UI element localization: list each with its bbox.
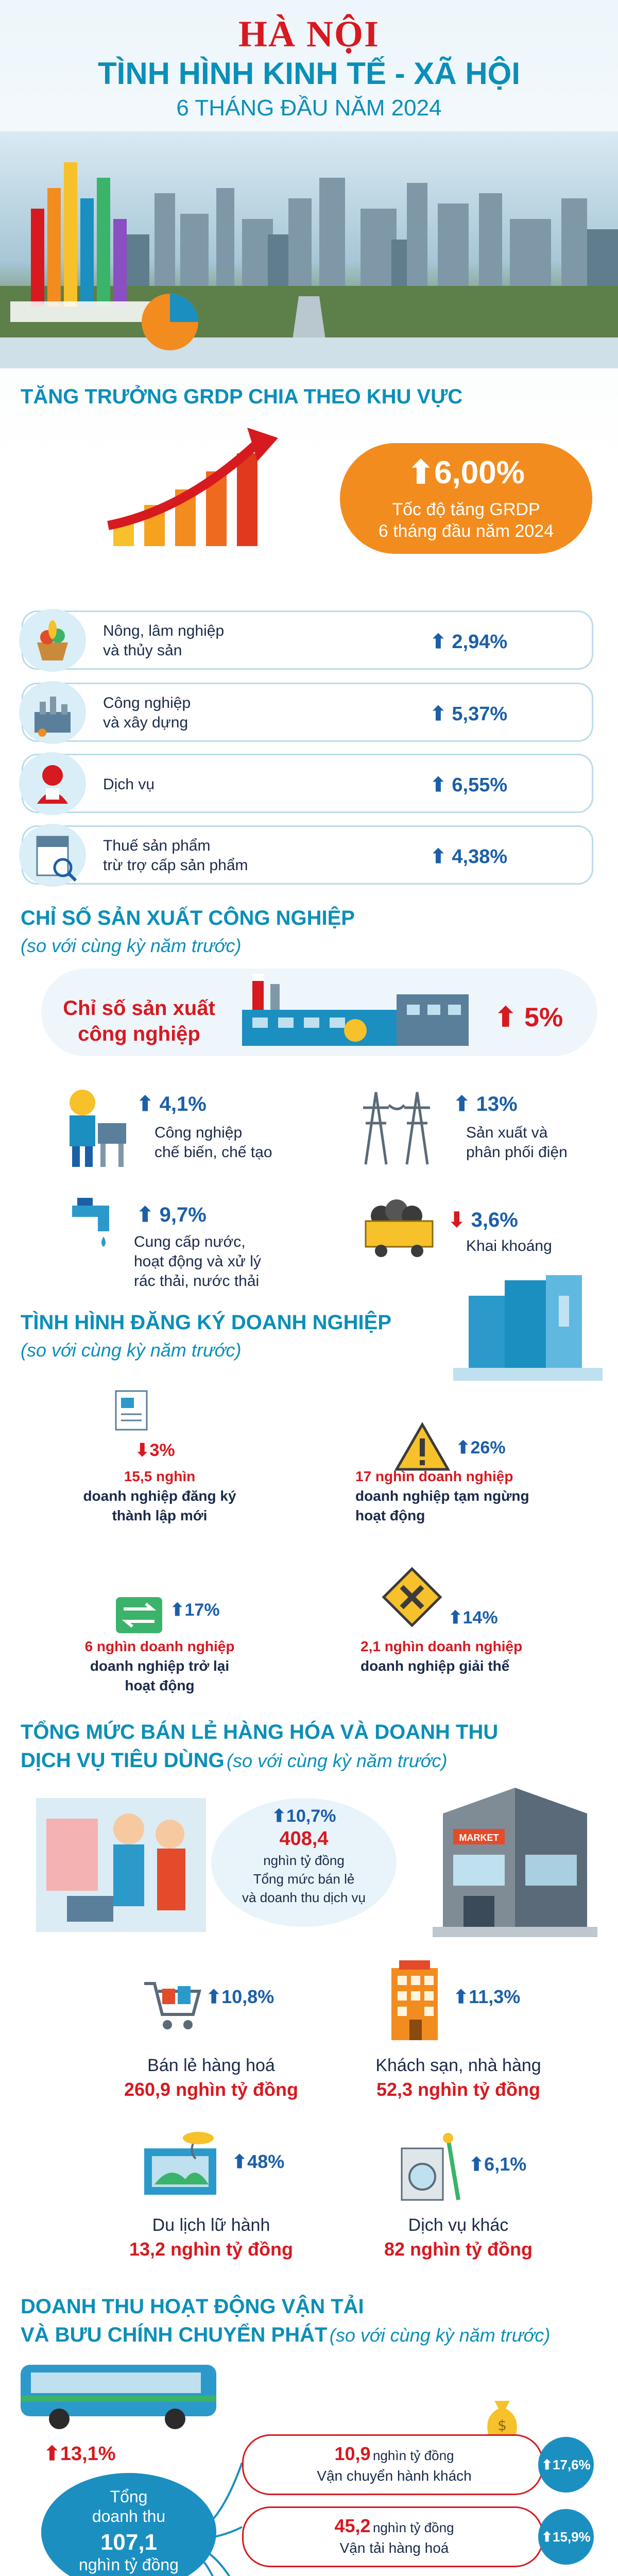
grdp-total-label-1: Tốc độ tăng GRDP: [392, 500, 540, 519]
retail-heading-1: TỔNG MỨC BÁN LẺ HÀNG HÓA VÀ DOANH THU: [21, 1721, 499, 1743]
business-heading: TÌNH HÌNH ĐĂNG KÝ DOANH NGHIỆP: [21, 1311, 392, 1334]
arrow-up-icon: ⬆: [430, 631, 452, 653]
factory-icon: [232, 963, 500, 1056]
transport-total-value: 107,1: [100, 2530, 158, 2555]
dissolved-sign-icon: [381, 1566, 443, 1628]
industry-main-label-1: Chỉ số sản xuất: [63, 997, 215, 1020]
industry-item-label-1: Cung cấp nước,: [134, 1233, 246, 1250]
arrow-up-icon: ⬆: [206, 1986, 222, 2007]
mining-cart-icon: [355, 1195, 443, 1262]
registration-document-icon: [111, 1388, 157, 1435]
industry-item-label-3: rác thải, nước thải: [134, 1273, 260, 1290]
transport-total-label-1: Tổng: [110, 2487, 148, 2506]
transport-row-value: 45,2: [334, 2515, 371, 2536]
business-item-line-2: doanh nghiệp giải thể: [360, 1658, 510, 1674]
business-item-line-2: doanh nghiệp tạm ngừng: [355, 1488, 529, 1504]
travel-icon: [134, 2128, 227, 2200]
retail-item-pct: 48%: [247, 2151, 285, 2172]
city-buildings-icon: [453, 1265, 603, 1383]
grdp-row-label-1: Nông, lâm nghiệp: [103, 622, 225, 639]
transport-row-unit: nghìn tỷ đồng: [372, 2448, 454, 2463]
grdp-row: [22, 611, 593, 670]
transport-row: [242, 2434, 543, 2495]
arrow-up-icon: ⬆: [453, 1093, 476, 1115]
arrow-up-icon: ⬆: [136, 1204, 160, 1226]
grdp-row-value: 6,55%: [452, 774, 508, 796]
growth-bars-icon: [103, 422, 299, 551]
arrow-up-icon: ⬆: [170, 1600, 185, 1620]
shopping-cart-icon: [139, 1973, 206, 2035]
transport-heading-2: VÀ BƯU CHÍNH CHUYỂN PHÁT: [21, 2324, 328, 2346]
grdp-total-value: 6,00%: [434, 455, 525, 490]
industry-item-label-1: Công nghiệp: [154, 1124, 243, 1141]
business-item-value: 14%: [462, 1608, 498, 1628]
market-sign: MARKET: [459, 1833, 499, 1843]
grdp-row-label-2: và thủy sản: [103, 642, 182, 659]
transport-row-label: Vận chuyển hành khách: [317, 2468, 472, 2484]
business-item-value: 26%: [470, 1438, 506, 1458]
grdp-row-label-1: Thuế sản phẩm: [103, 837, 211, 854]
retail-item-label: Dịch vụ khác: [408, 2215, 509, 2235]
page-period: 6 THÁNG ĐẦU NĂM 2024: [176, 95, 442, 121]
arrow-up-icon: ⬆: [469, 2154, 485, 2175]
svg-text:$: $: [497, 2417, 507, 2434]
arrow-up-icon: ⬆: [232, 2151, 248, 2172]
grdp-row: [22, 683, 593, 742]
industry-item-label-1: Khai khoáng: [466, 1238, 552, 1255]
transport-row-unit: nghìn tỷ đồng: [372, 2520, 454, 2535]
transport-subheading: (so với cùng kỳ năm trước): [329, 2325, 551, 2346]
arrow-up-icon: ⬆: [453, 1986, 469, 2007]
retail-total-value: 408,4: [279, 1828, 329, 1850]
arrow-up-icon: ⬆: [44, 2443, 60, 2465]
retail-item-pct: 10,8%: [221, 1986, 274, 2007]
business-item-line-3: hoạt động: [355, 1507, 425, 1523]
transport-heading-1: DOANH THU HOẠT ĐỘNG VẬN TẢI: [21, 2295, 364, 2318]
retail-item-label: Khách sạn, nhà hàng: [375, 2056, 541, 2075]
grdp-row-label-2: trừ trợ cấp sản phẩm: [103, 857, 248, 874]
transport-row-pct: 17,6%: [553, 2456, 591, 2472]
service-icon: [19, 752, 86, 815]
connector-lines: [185, 2458, 252, 2576]
hotel-building-icon: [381, 1958, 448, 2040]
arrow-up-icon: ⬆: [430, 774, 452, 796]
transport-row-pct-badge: [538, 2437, 594, 2493]
industry-construction-icon: [19, 681, 86, 744]
business-subheading: (so với cùng kỳ năm trước): [21, 1340, 242, 1361]
retail-total-label-2: và doanh thu dịch vụ: [242, 1890, 366, 1905]
industry-item-label-2: phân phối điện: [466, 1144, 568, 1161]
grdp-row-label-1: Dịch vụ: [103, 776, 155, 793]
industry-main-label-2: công nghiệp: [78, 1023, 200, 1045]
business-item-line-1: 6 nghìn doanh nghiệp: [84, 1638, 235, 1654]
grdp-row-value: 4,38%: [452, 846, 508, 868]
industry-item-label-2: hoạt động và xử lý: [134, 1253, 261, 1270]
shoppers-icon: [36, 1788, 206, 1942]
grdp-row-label-1: Công nghiệp: [103, 694, 191, 711]
arrow-up-icon: ⬆: [430, 846, 452, 868]
water-tap-icon: [67, 1195, 134, 1252]
industry-item-value: 9,7%: [159, 1204, 207, 1226]
skyline-illustration: [0, 131, 618, 368]
arrow-up-icon: ⬆: [448, 1608, 463, 1628]
other-services-icon: [391, 2128, 469, 2205]
grdp-total-badge: [340, 443, 592, 554]
retail-subheading: (so với cùng kỳ năm trước): [227, 1750, 448, 1771]
arrow-up-icon: ⬆: [136, 1093, 160, 1115]
exchange-arrows-icon: [113, 1595, 165, 1636]
transport-total-unit: nghìn tỷ đồng: [79, 2555, 179, 2574]
arrow-up-icon: ⬆: [494, 1003, 525, 1032]
arrow-up-icon: ⬆: [271, 1806, 287, 1826]
power-tower-icon: [350, 1082, 453, 1170]
agriculture-icon: [19, 609, 86, 672]
industry-item-label-1: Sản xuất và: [466, 1124, 548, 1141]
retail-item-value: 82 nghìn tỷ đồng: [384, 2239, 533, 2260]
money-bag-icon: [484, 2393, 520, 2439]
industry-item-value: 4,1%: [159, 1093, 207, 1115]
transport-total-label-2: doanh thu: [92, 2507, 166, 2526]
retail-total-pct: 10,7%: [286, 1806, 336, 1826]
page-title: HÀ NỘI: [238, 13, 380, 55]
industry-main-value: 5%: [524, 1003, 563, 1032]
transport-row-pct-badge: [538, 2509, 594, 2565]
retail-item-value: 13,2 nghìn tỷ đồng: [129, 2239, 293, 2260]
retail-item-pct: 11,3%: [469, 1986, 521, 2007]
business-item-line-3: thành lập mới: [112, 1507, 208, 1523]
market-building-icon: [433, 1772, 597, 1942]
grdp-total-label-2: 6 tháng đầu năm 2024: [378, 521, 554, 541]
arrow-up-icon: ⬆: [430, 703, 452, 725]
business-item-line-2: doanh nghiệp đăng ký: [83, 1488, 236, 1504]
warning-sign-icon: [394, 1422, 451, 1473]
business-item-line-2: doanh nghiệp trở lại: [90, 1658, 230, 1674]
business-item-line-1: 17 nghìn doanh nghiệp: [355, 1468, 513, 1484]
retail-item-value: 52,3 nghìn tỷ đồng: [376, 2079, 540, 2100]
business-item-value: 17%: [184, 1600, 220, 1620]
grdp-row-label-2: và xây dựng: [103, 714, 188, 731]
transport-row-label: Vận tải hàng hoá: [339, 2540, 449, 2556]
retail-item-label: Bán lẻ hàng hoá: [147, 2056, 275, 2075]
industry-item-value: 13%: [476, 1093, 518, 1115]
arrow-up-icon: ⬆: [456, 1438, 471, 1458]
retail-item-pct: 6,1%: [484, 2154, 527, 2175]
page-subtitle: TÌNH HÌNH KINH TẾ - XÃ HỘI: [98, 56, 520, 91]
industry-item-label-2: chế biến, chế tạo: [154, 1144, 272, 1161]
business-item-line-3: hoạt động: [125, 1677, 195, 1693]
grdp-row-value: 5,37%: [452, 703, 508, 725]
grdp-heading: TĂNG TRƯỞNG GRDP CHIA THEO KHU VỰC: [21, 385, 463, 408]
arrow-down-icon: ⬇: [135, 1440, 150, 1460]
industry-heading: CHỈ SỐ SẢN XUẤT CÔNG NGHIỆP: [21, 907, 355, 929]
arrow-up-icon: ⬆: [541, 2529, 553, 2545]
tax-icon: [19, 824, 86, 887]
grdp-row: [22, 754, 593, 813]
industry-subheading: (so với cùng kỳ năm trước): [21, 935, 242, 956]
worker-icon: [46, 1082, 134, 1170]
arrow-up-icon: ⬆: [407, 455, 435, 490]
industry-item-value: 3,6%: [471, 1209, 518, 1231]
retail-heading-2: DỊCH VỤ TIÊU DÙNG: [21, 1749, 225, 1772]
city-skyline-image: [0, 131, 618, 368]
arrow-up-icon: ⬆: [541, 2456, 553, 2472]
retail-item-label: Du lịch lữ hành: [152, 2215, 270, 2235]
transport-total-pct: 13,1%: [60, 2443, 116, 2465]
business-item-value: 3%: [149, 1440, 175, 1460]
arrow-down-icon: ⬇: [448, 1209, 471, 1231]
retail-item-value: 260,9 nghìn tỷ đồng: [124, 2079, 299, 2100]
business-item-line-1: 15,5 nghìn: [124, 1468, 196, 1484]
grdp-row-value: 2,94%: [452, 631, 508, 653]
grdp-row: [22, 825, 593, 885]
transport-row: [242, 2506, 543, 2567]
retail-total-label-1: Tổng mức bán lẻ: [253, 1871, 355, 1887]
bus-icon: [15, 2360, 221, 2432]
business-item-line-1: 2,1 nghìn doanh nghiệp: [360, 1638, 523, 1654]
retail-total-unit: nghìn tỷ đồng: [263, 1853, 345, 1868]
transport-row-pct: 15,9%: [553, 2529, 591, 2545]
transport-row-value: 10,9: [334, 2443, 371, 2464]
